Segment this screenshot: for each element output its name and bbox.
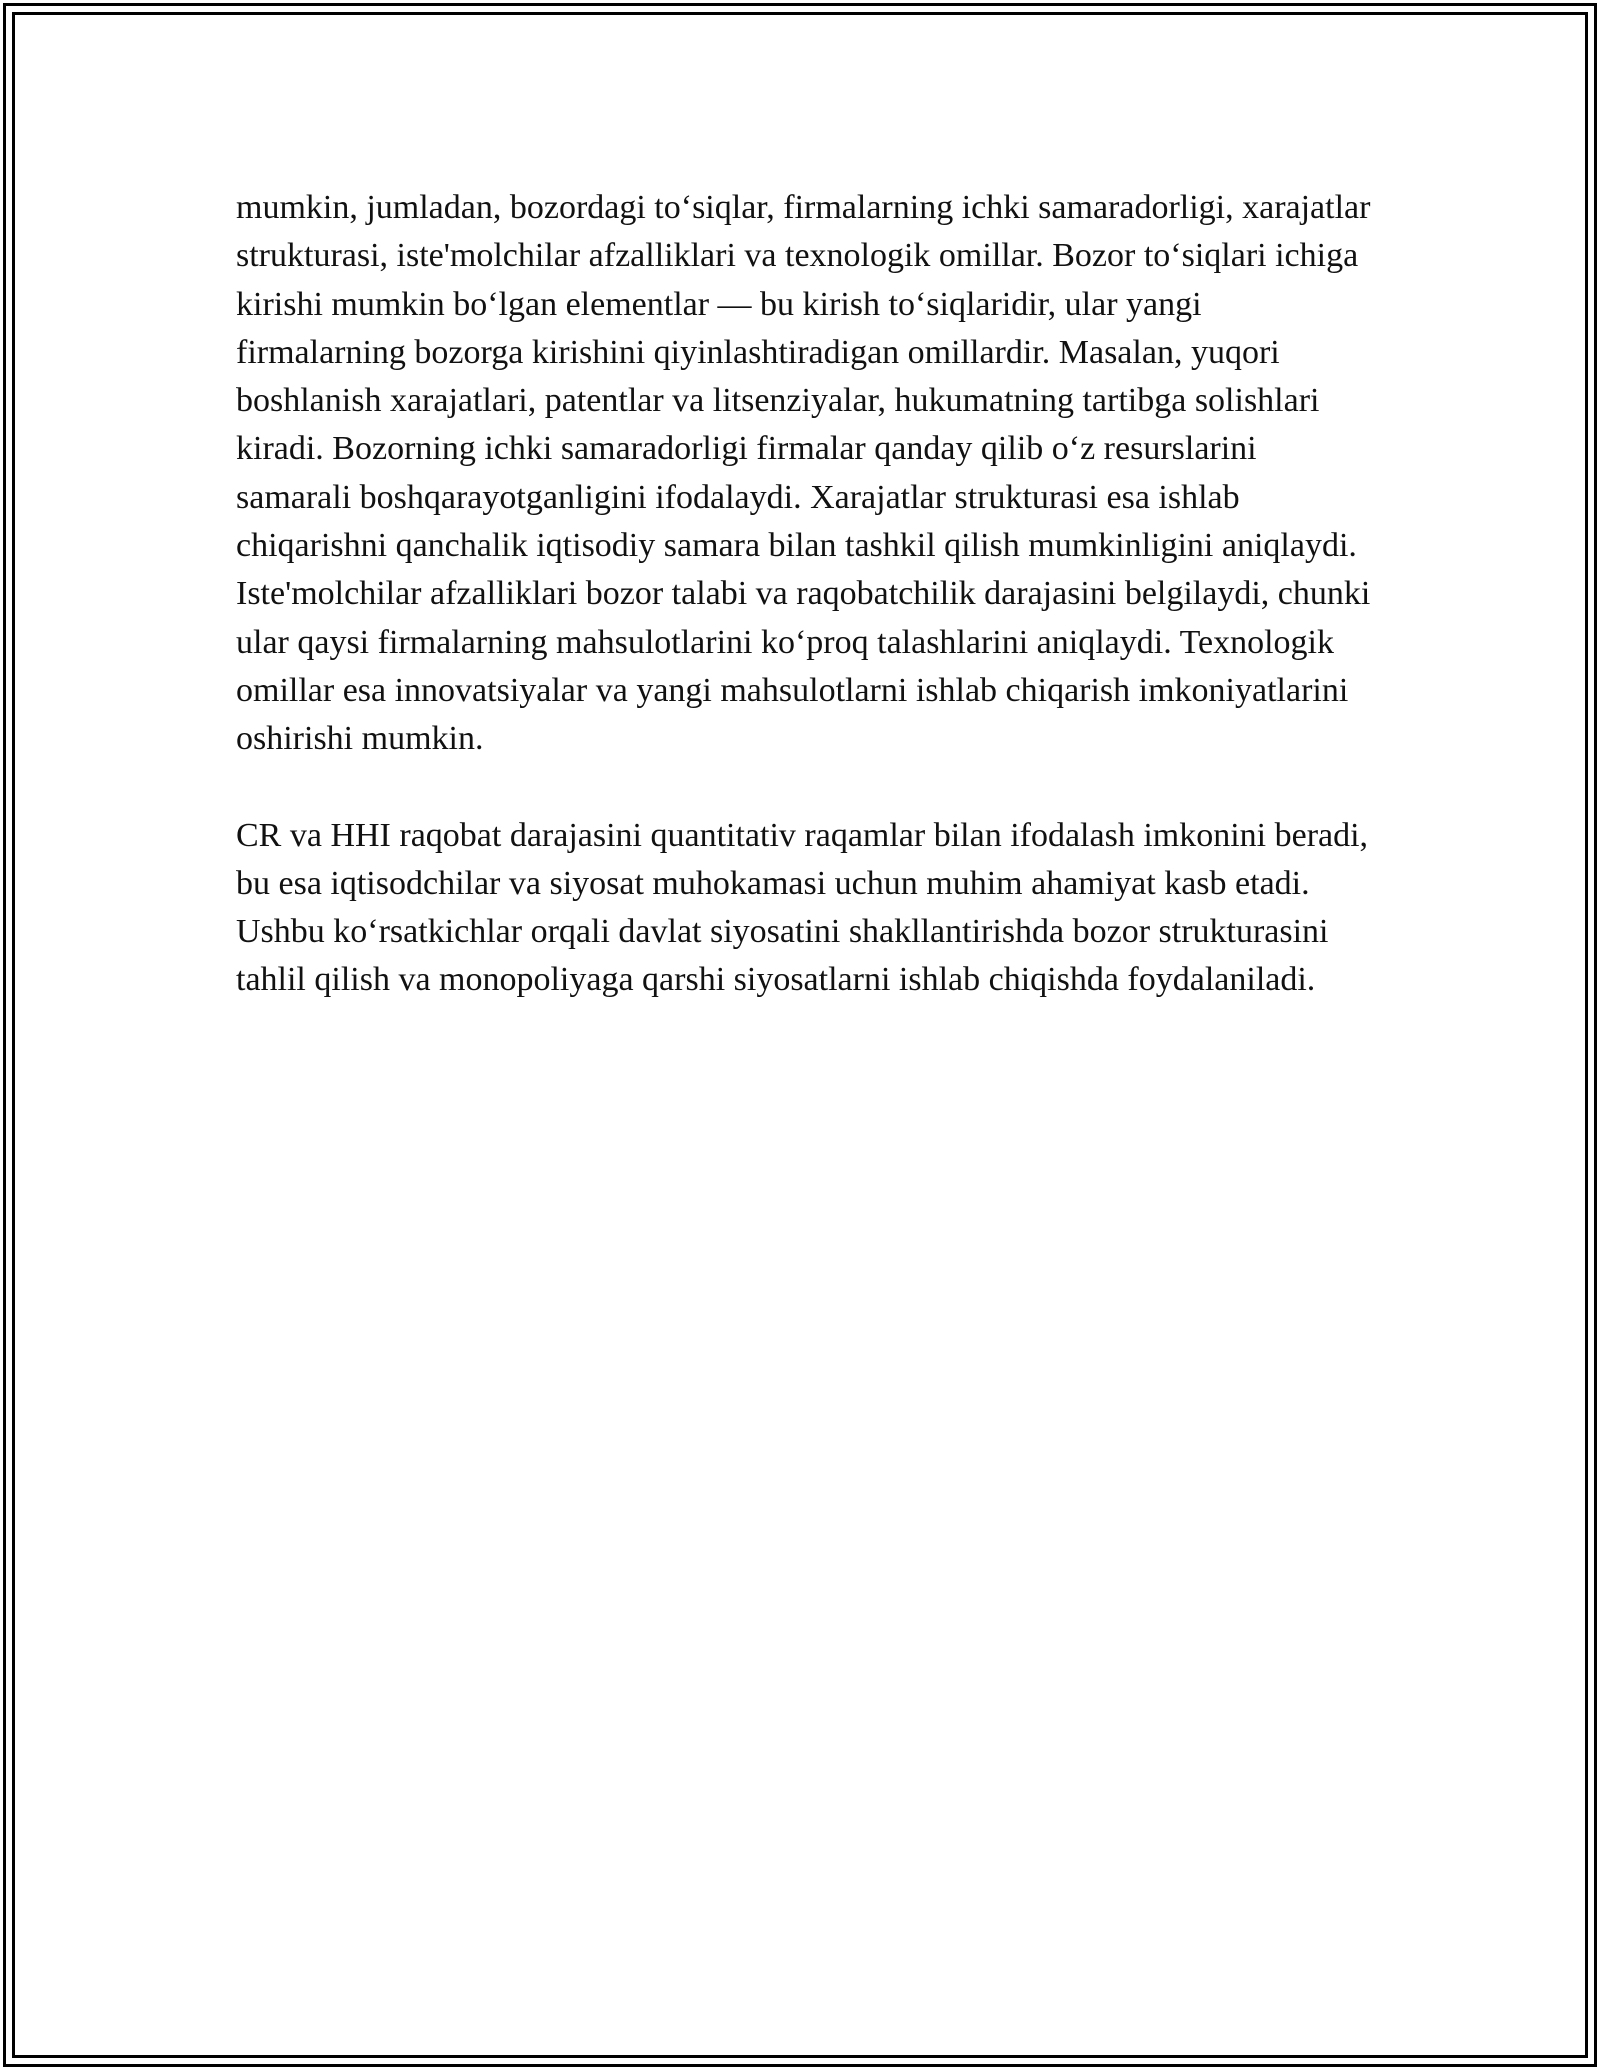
document-body: [236, 184, 1376, 1005]
paragraph-2: CR va HHI raqobat darajasini quantitativ raqamlar bilan ifodalash imkonini beradi, bu esa iqtisodchilar va siyosat muhokamasi uchun muhim ahamiyat kasb etadi. Ushbu ko‘rsatkichlar orqali davlat siyosatini shakllantirishda bozor strukturasini tahlil qilish va monopoliyaga qarshi siyosatlarni ishlab chiqishda foydalaniladi.: [236, 816, 1369, 999]
paragraph-1: mumkin, jumladan, bozordagi to‘siqlar, firmalarning ichki samaradorligi, xarajatlar strukturasi, iste'molchilar afzalliklari va texnologik omillar. Bozor to‘siqlari ichiga kirishi mumkin bo‘lgan elementlar — bu kirish to‘siqlaridir, ular yangi firmalarning bozorga kirishini qiyinlashtiradigan omillardir. Masalan, yuqori boshlanish xarajatlari, patentlar va litsenziyalar, hukumatning tartibga solishlari kiradi. Bozorning ichki samaradorligi firmalar qanday qilib o‘z resurslarini samarali boshqarayotganligini ifodalaydi. Xarajatlar strukturasi esa ishlab chiqarishni qanchalik iqtisodiy samara bilan tashkil qilish mumkinligini aniqlaydi. Iste'molchilar afzalliklari bozor talabi va raqobatchilik darajasini belgilaydi, chunki ular qaysi firmalarning mahsulotlarini ko‘proq talashlarini aniqlaydi. Texnologik omillar esa innovatsiyalar va yangi mahsulotlarni ishlab chiqarish imkoniyatlarini oshirishi mumkin.: [236, 189, 1371, 758]
